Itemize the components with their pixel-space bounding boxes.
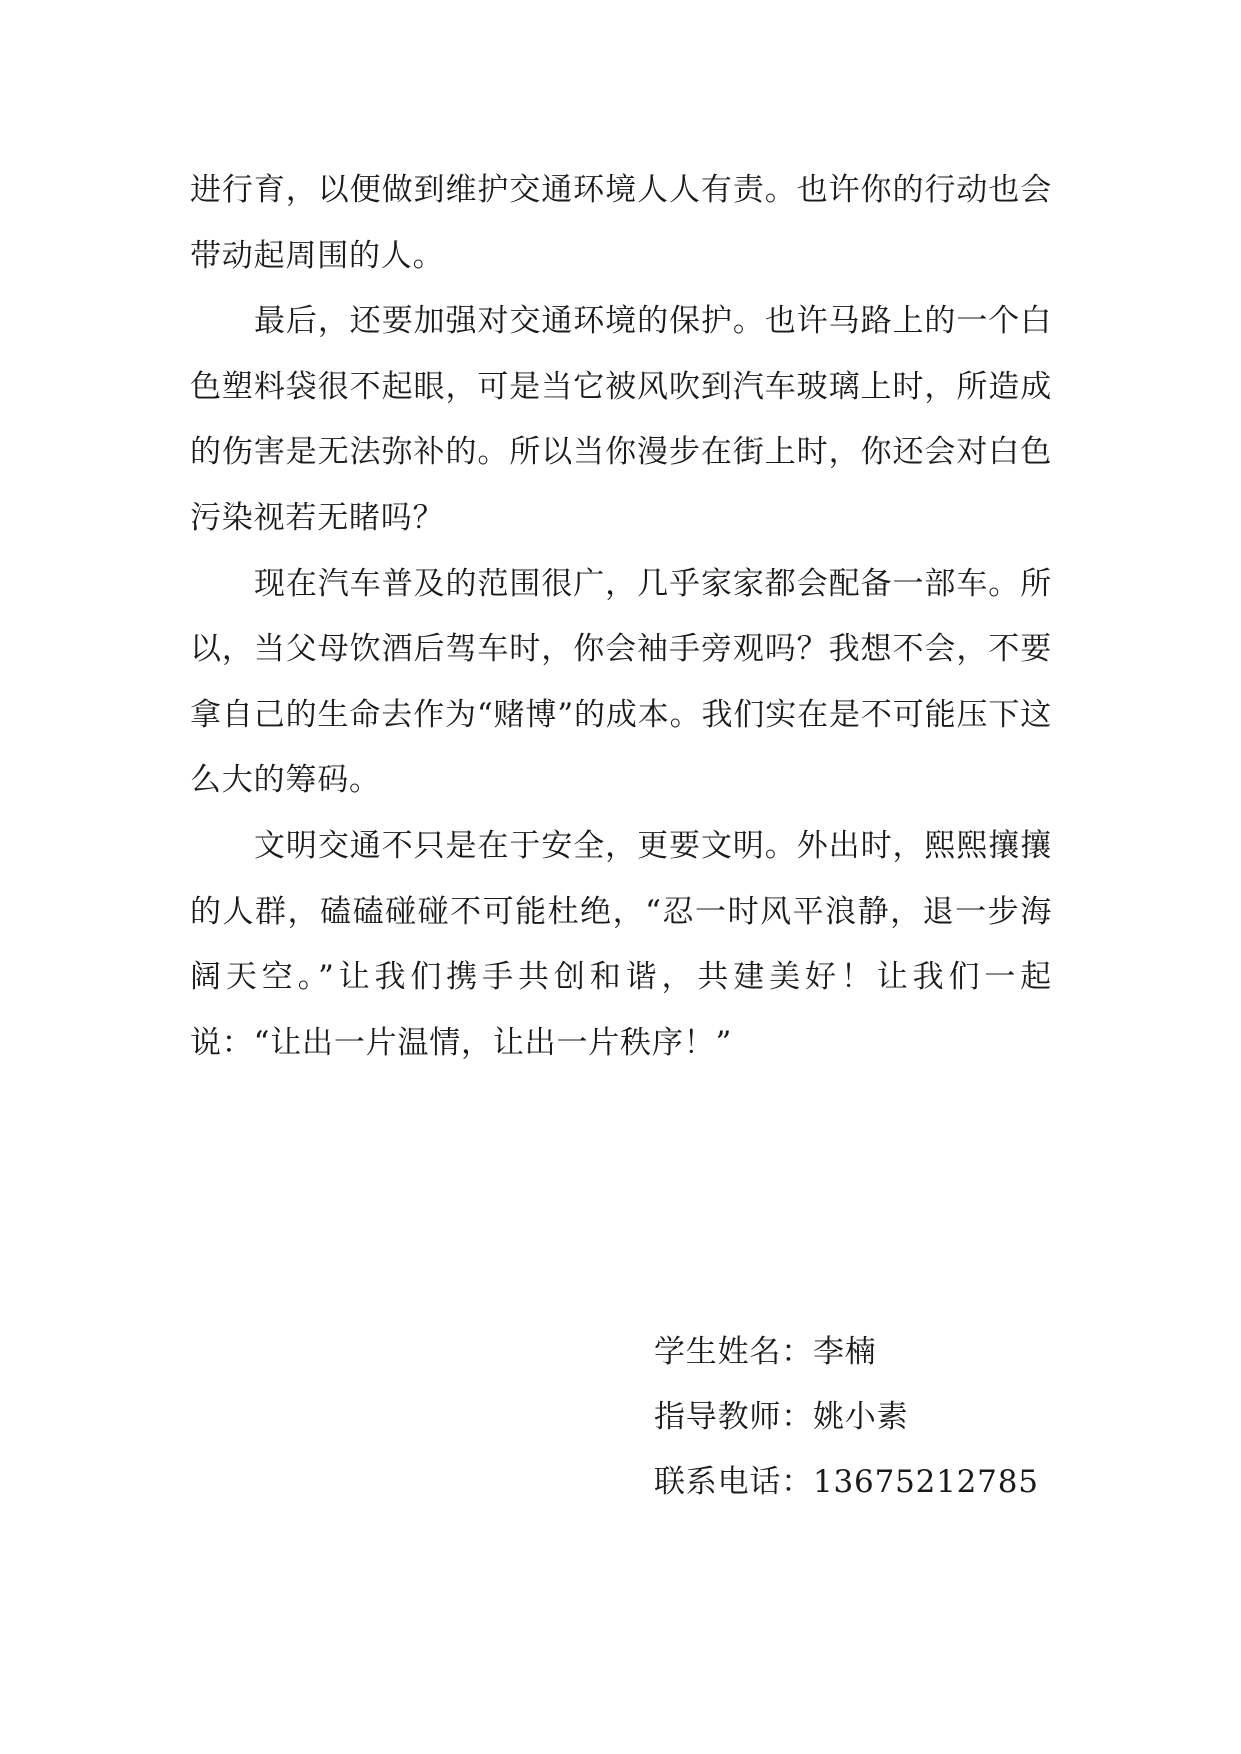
contact-phone: 联系电话：13675212785 (654, 1464, 1039, 1500)
student-name: 学生姓名：李楠 (654, 1334, 877, 1370)
paragraph-3: 现在汽车普及的范围很广，几乎家家都会配备一部车。所以，当父母饮酒后驾车时，你会袖手旁观吗？我想不会，不要拿自己的生命去作为“赌博”的成本。我们实在是不可能压下这么大的筹码。 (190, 565, 1052, 799)
paragraph-4: 文明交通不只是在于安全，更要文明。外出时，熙熙攘攘的人群，磕磕碰碰不可能杜绝，“忍一时风平浪静，退一步海阔天空。”让我们携手共创和谐，共建美好！让我们一起说：“让出一片温情，让出一片秩序！” (190, 827, 1052, 1061)
teacher-name: 指导教师：姚小素 (654, 1399, 909, 1435)
signature-block (654, 1320, 1039, 1515)
essay-body (190, 158, 1052, 1076)
paragraph-1: 进行育，以便做到维护交通环境人人有责。也许你的行动也会带动起周围的人。 (190, 172, 1052, 274)
paragraph-2: 最后，还要加强对交通环境的保护。也许马路上的一个白色塑料袋很不起眼，可是当它被风吹到汽车玻璃上时，所造成的伤害是无法弥补的。所以当你漫步在街上时，你还会对白色污染视若无睹吗？ (190, 303, 1052, 536)
